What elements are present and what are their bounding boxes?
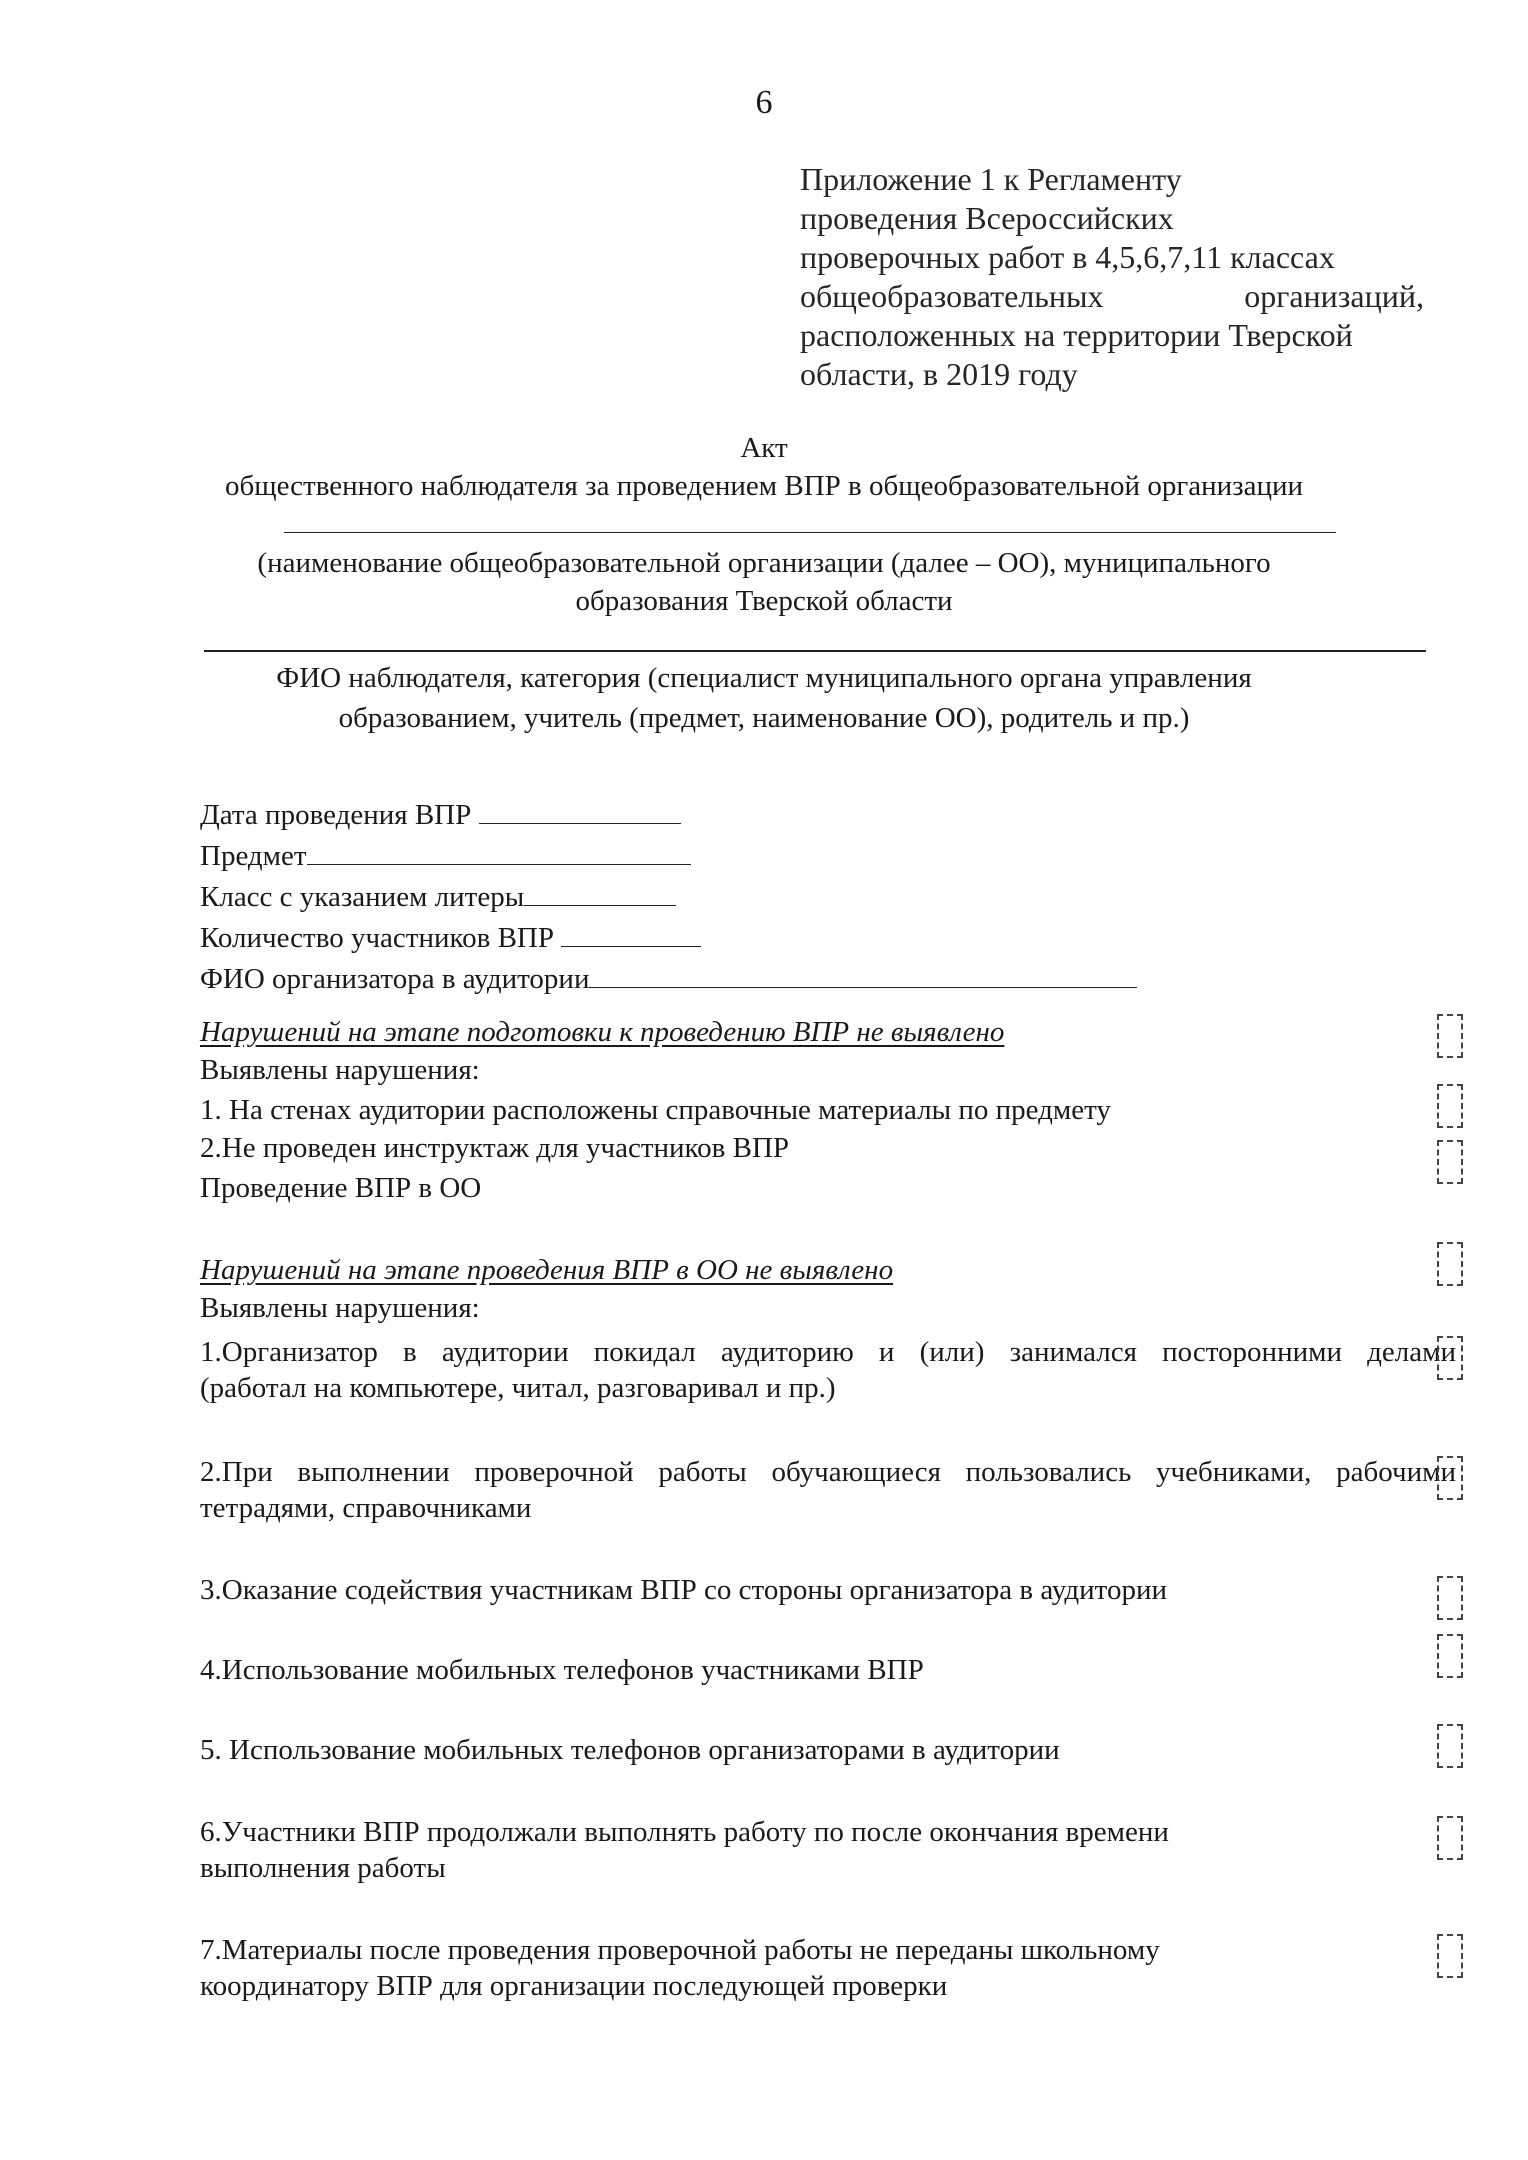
field-organizer (200, 960, 1137, 996)
conduct-item-7 (200, 1932, 1456, 2004)
conduct-item-4-checkbox[interactable] (1437, 1634, 1463, 1678)
organization-name-line[interactable] (284, 532, 1336, 533)
conduct-item-5-checkbox[interactable] (1437, 1724, 1463, 1768)
appendix-line: общеобразовательных организаций, (800, 278, 1424, 314)
field-label: Дата проведения ВПР (200, 799, 479, 831)
appendix-line: области, в 2019 году (800, 356, 1078, 392)
observer-name-line[interactable] (204, 650, 1426, 652)
prep-item-2-checkbox[interactable] (1437, 1140, 1463, 1184)
conduct-item-line: (работал на компьютере, читал, разговаривал и пр.) (200, 1372, 836, 1404)
field-label: Класс с указанием литеры (200, 881, 525, 913)
prep-found-label: Выявлены нарушения: (200, 1054, 480, 1086)
conduct-item-3: 3.Оказание содействия участникам ВПР со стороны организатора в аудитории (200, 1574, 1168, 1606)
prep-no-violations-checkbox[interactable] (1437, 1014, 1463, 1058)
field-participants-blank[interactable] (561, 919, 701, 947)
conduct-item-4: 4.Использование мобильных телефонов участниками ВПР (200, 1654, 924, 1686)
conduct-no-violations-checkbox[interactable] (1437, 1242, 1463, 1286)
page-number: 6 (755, 84, 773, 121)
field-label: Количество участников ВПР (200, 922, 562, 954)
conduct-item-line: 2.При выполнении проверочной работы обучающиеся пользовались учебниками, рабочими (200, 1456, 1456, 1488)
conduct-item-line: выполнения работы (200, 1852, 446, 1884)
observer-caption (0, 658, 1528, 738)
conduct-item-line: тетрадями, справочниками (200, 1492, 532, 1524)
appendix-line: расположенных на территории Тверской (800, 317, 1353, 353)
appendix-header (800, 160, 1424, 394)
appendix-line: проведения Всероссийских (800, 200, 1174, 236)
field-subject (200, 837, 691, 873)
appendix-line: Приложение 1 к Регламенту (800, 161, 1182, 197)
conduct-item-1 (200, 1334, 1456, 1406)
field-class-blank[interactable] (524, 878, 676, 906)
act-title: Акт (740, 432, 788, 464)
conduct-item-line: 1.Организатор в аудитории покидал аудиторию и (или) занимался посторонними делами (200, 1336, 1456, 1368)
appendix-line: проверочных работ в 4,5,6,7,11 классах (800, 239, 1335, 275)
prep-no-violations: Нарушений на этапе подготовки к проведению ВПР не выявлено (200, 1016, 1005, 1048)
field-class (200, 878, 676, 914)
act-subtitle: общественного наблюдателя за проведением ВПР в общеобразовательной организации (224, 470, 1304, 502)
conduct-item-7-checkbox[interactable] (1437, 1934, 1463, 1978)
conduct-item-3-checkbox[interactable] (1437, 1576, 1463, 1620)
organization-caption-line: образования Тверской области (575, 585, 953, 617)
field-label: ФИО организатора в аудитории (200, 963, 590, 995)
conduct-found-label: Выявлены нарушения: (200, 1292, 480, 1324)
field-date-blank[interactable] (479, 796, 681, 824)
field-participants (200, 919, 701, 955)
conduct-item-line: координатору ВПР для организации последующей проверки (200, 1970, 948, 2002)
prep-item-1: 1. На стенах аудитории расположены справочные материалы по предмету (200, 1094, 1111, 1126)
field-organizer-blank[interactable] (589, 960, 1137, 988)
observer-caption-line: образованием, учитель (предмет, наименование ОО), родитель и пр.) (338, 702, 1190, 734)
conduct-item-line: 6.Участники ВПР продолжали выполнять работу по после окончания времени (200, 1816, 1169, 1848)
field-date (200, 796, 681, 832)
conduct-item-2-checkbox[interactable] (1437, 1456, 1463, 1500)
conduct-item-6-checkbox[interactable] (1437, 1816, 1463, 1860)
conduct-item-5: 5. Использование мобильных телефонов организаторами в аудитории (200, 1734, 1060, 1766)
conduct-item-line: 7.Материалы после проведения проверочной работы не переданы школьному (200, 1934, 1160, 1966)
conduct-item-2 (200, 1454, 1456, 1526)
field-label: Предмет (200, 840, 307, 872)
conduct-item-6 (200, 1814, 1456, 1886)
organization-caption (0, 544, 1528, 620)
conduct-no-violations: Нарушений на этапе проведения ВПР в ОО не выявлено (200, 1254, 894, 1286)
conduct-item-1-checkbox[interactable] (1437, 1336, 1463, 1380)
field-subject-blank[interactable] (307, 837, 691, 865)
prep-item-2: 2.Не проведен инструктаж для участников ВПР (200, 1132, 790, 1164)
prep-item-1-checkbox[interactable] (1437, 1084, 1463, 1128)
prep-footer: Проведение ВПР в ОО (200, 1172, 482, 1204)
organization-caption-line: (наименование общеобразовательной организации (далее – ОО), муниципального (257, 547, 1271, 579)
observer-caption-line: ФИО наблюдателя, категория (специалист муниципального органа управления (276, 662, 1252, 694)
